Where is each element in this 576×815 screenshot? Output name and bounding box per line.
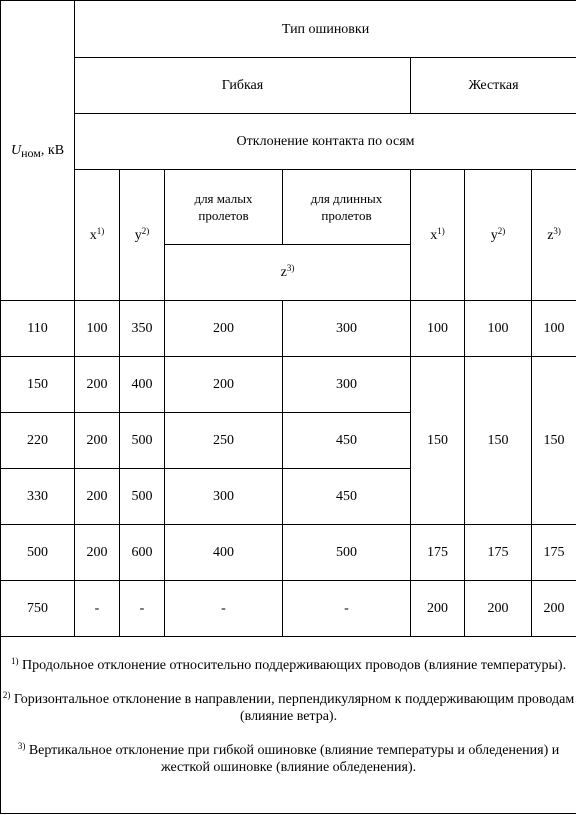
rigid-y-cell: 175 xyxy=(465,525,532,581)
rigid-x-cell: 100 xyxy=(411,301,465,357)
u-subscript: ном xyxy=(21,146,41,160)
flexible-z-long-cell: 450 xyxy=(283,469,411,525)
flexible-y-cell: 600 xyxy=(120,525,165,581)
u-unit: , кВ xyxy=(40,143,65,158)
flexible-y-cell: - xyxy=(120,581,165,637)
flexible-z-long-cell: - xyxy=(283,581,411,637)
flexible-z-long-cell: 500 xyxy=(283,525,411,581)
flexible-y-cell: 500 xyxy=(120,469,165,525)
flexible-x-cell: 100 xyxy=(75,301,120,357)
table-row xyxy=(1,357,576,413)
footnote-mark: 1) xyxy=(11,656,19,666)
table-row xyxy=(1,581,576,637)
flexible-y-cell: 500 xyxy=(120,413,165,469)
voltage-cell: 330 xyxy=(1,469,75,525)
flexible-z-short-cell: 400 xyxy=(165,525,283,581)
busbar-type-header: Тип ошиновки xyxy=(75,1,576,58)
rigid-y-cell: 150 xyxy=(465,357,532,525)
voltage-header xyxy=(1,1,75,301)
rigid-z-cell: 200 xyxy=(532,581,576,637)
footnote xyxy=(1,657,576,674)
footnote-mark: 3) xyxy=(17,741,26,751)
rigid-y-cell: 200 xyxy=(465,581,532,637)
flexible-z-long-cell: 300 xyxy=(283,357,411,413)
footnotes xyxy=(1,637,576,814)
table-row xyxy=(1,525,576,581)
flexible-z-short-cell: 200 xyxy=(165,357,283,413)
table-row xyxy=(1,301,576,357)
rigid-y-cell: 100 xyxy=(465,301,532,357)
flexible-x-cell: 200 xyxy=(75,413,120,469)
flexible-z-short-cell: 200 xyxy=(165,301,283,357)
deviation-header: Отклонение контакта по осям xyxy=(75,114,576,170)
voltage-cell: 150 xyxy=(1,357,75,413)
rigid-z-cell: 100 xyxy=(532,301,576,357)
rigid-x-cell: 150 xyxy=(411,357,465,525)
flexible-z-header: $z^{3)}$ xyxy=(165,245,411,301)
flexible-y-cell: 350 xyxy=(120,301,165,357)
flexible-y-header: $y^{2)}$ xyxy=(120,170,165,301)
footnote xyxy=(1,691,576,725)
footnote-mark: 2) xyxy=(2,690,11,700)
short-spans-header: для малых пролетов xyxy=(165,170,283,245)
flexible-z-short-cell: 300 xyxy=(165,469,283,525)
footnote-text: Горизонтальное отклонение в направлении, перпендикулярном к поддерживающим проводам (влияние ветра). xyxy=(13,692,575,724)
flexible-z-long-cell: 300 xyxy=(283,301,411,357)
flexible-z-short-cell: - xyxy=(165,581,283,637)
long-spans-header: для длинных пролетов xyxy=(283,170,411,245)
rigid-z-cell: 175 xyxy=(532,525,576,581)
voltage-cell: 500 xyxy=(1,525,75,581)
flexible-z-short-cell: 250 xyxy=(165,413,283,469)
footnote xyxy=(1,742,576,776)
flexible-x-cell: 200 xyxy=(75,469,120,525)
flexible-x-cell: 200 xyxy=(75,357,120,413)
rigid-header: Жесткая xyxy=(411,58,576,114)
voltage-cell: 750 xyxy=(1,581,75,637)
footnote-text: Вертикальное отклонение при гибкой ошиновке (влияние температуры и обледенения) и жесткой ошиновке (влияние обледенения). xyxy=(28,743,560,775)
u-symbol: U xyxy=(10,143,22,158)
flexible-x-cell: 200 xyxy=(75,525,120,581)
flexible-x-cell: - xyxy=(75,581,120,637)
footnote-text: Продольное отклонение относительно поддерживающих проводов (влияние температуры). xyxy=(22,658,567,673)
rigid-z-cell: 150 xyxy=(532,357,576,525)
rigid-x-cell: 175 xyxy=(411,525,465,581)
voltage-cell: 220 xyxy=(1,413,75,469)
rigid-y-header: $y^{2)}$ xyxy=(465,170,532,301)
flexible-z-long-cell: 450 xyxy=(283,413,411,469)
voltage-cell: 110 xyxy=(1,301,75,357)
flexible-x-header: $x^{1)}$ xyxy=(75,170,120,301)
rigid-x-header: $x^{1)}$ xyxy=(411,170,465,301)
flexible-header: Гибкая xyxy=(75,58,411,114)
flexible-y-cell: 400 xyxy=(120,357,165,413)
rigid-x-cell: 200 xyxy=(411,581,465,637)
rigid-z-header: $z^{3)}$ xyxy=(532,170,576,301)
